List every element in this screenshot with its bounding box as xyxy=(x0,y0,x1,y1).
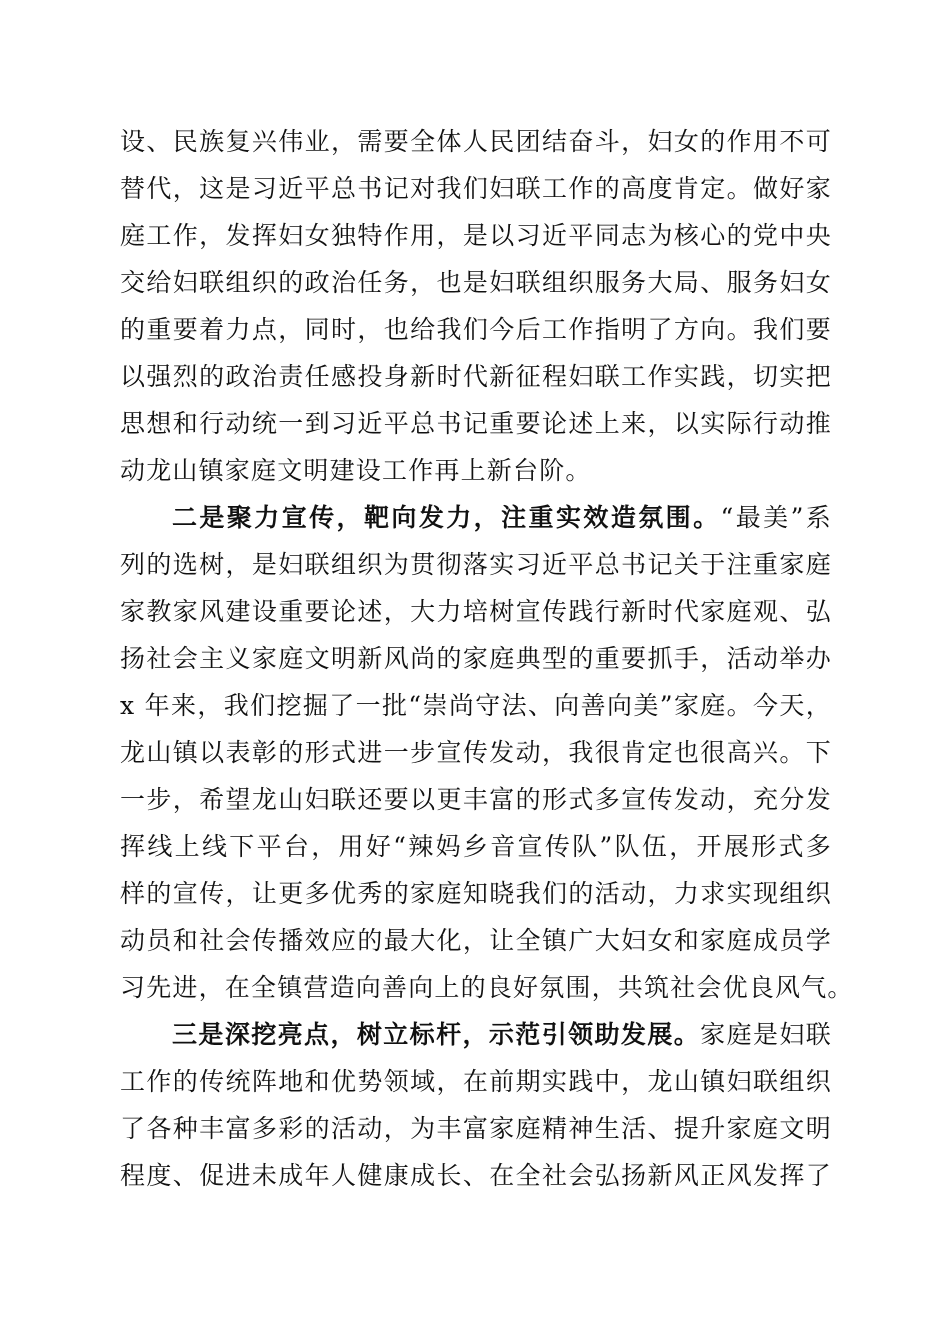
paragraph-2-line: 动员和社会传播效应的最大化，让全镇广大妇女和家庭成员学 xyxy=(120,926,832,955)
paragraph-2-line: 挥线上线下平台，用好“辣妈乡音宣传队”队伍，开展形式多 xyxy=(120,832,832,861)
paragraph-2-line: 家教家风建设重要论述，大力培树宣传践行新时代家庭观、弘 xyxy=(120,597,832,626)
paragraph-1-line: 的重要着力点，同时，也给我们今后工作指明了方向。我们要 xyxy=(120,315,832,344)
paragraph-3-first-line-text: 家庭是妇联 xyxy=(700,1020,832,1049)
paragraph-2-line: x 年来，我们挖掘了一批“崇尚守法、向善向美”家庭。今天， xyxy=(120,691,832,720)
paragraph-3-line: 程度、促进未成年人健康成长、在全社会弘扬新风正风发挥了 xyxy=(120,1161,832,1190)
paragraph-3-line: 了各种丰富多彩的活动，为丰富家庭精神生活、提升家庭文明 xyxy=(120,1114,832,1143)
paragraph-2-line: 列的选树，是妇联组织为贯彻落实习近平总书记关于注重家庭 xyxy=(120,550,832,579)
paragraph-2-line: 扬社会主义家庭文明新风尚的家庭典型的重要抓手，活动举办 xyxy=(120,644,832,673)
paragraph-3-line: 工作的传统阵地和优势领域，在前期实践中，龙山镇妇联组织 xyxy=(120,1067,832,1096)
paragraph-2-heading: 二是聚力宣传，靶向发力，注重实效造氛围。 xyxy=(172,503,721,532)
paragraph-2 xyxy=(120,494,854,1011)
paragraph-1-line: 设、民族复兴伟业，需要全体人民团结奋斗，妇女的作用不可 xyxy=(120,127,832,156)
paragraph-2-line: 习先进，在全镇营造向善向上的良好氛围，共筑社会优良风气。 xyxy=(120,973,854,1002)
paragraph-1-line: 庭工作，发挥妇女独特作用，是以习近平同志为核心的党中央 xyxy=(120,221,832,250)
paragraph-3-first-line xyxy=(120,1011,832,1058)
paragraph-2-line: 样的宣传，让更多优秀的家庭知晓我们的活动，力求实现组织 xyxy=(120,879,832,908)
paragraph-1-line: 思想和行动统一到习近平总书记重要论述上来，以实际行动推 xyxy=(120,409,832,438)
document-body xyxy=(120,118,854,1199)
paragraph-1-line: 替代，这是习近平总书记对我们妇联工作的高度肯定。做好家 xyxy=(120,174,832,203)
paragraph-3 xyxy=(120,1011,832,1199)
paragraph-1-line: 动龙山镇家庭文明建设工作再上新台阶。 xyxy=(120,456,592,485)
paragraph-2-first-line xyxy=(120,494,832,541)
paragraph-1-line: 交给妇联组织的政治任务，也是妇联组织服务大局、服务妇女 xyxy=(120,268,832,297)
paragraph-2-first-line-text: “最美”系 xyxy=(720,503,832,532)
paragraph-2-line: 龙山镇以表彰的形式进一步宣传发动，我很肯定也很高兴。下 xyxy=(120,738,832,767)
paragraph-1 xyxy=(120,118,832,494)
paragraph-3-heading: 三是深挖亮点，树立标杆，示范引领助发展。 xyxy=(172,1020,701,1049)
paragraph-2-line: 一步，希望龙山妇联还要以更丰富的形式多宣传发动，充分发 xyxy=(120,785,832,814)
paragraph-1-line: 以强烈的政治责任感投身新时代新征程妇联工作实践，切实把 xyxy=(120,362,832,391)
